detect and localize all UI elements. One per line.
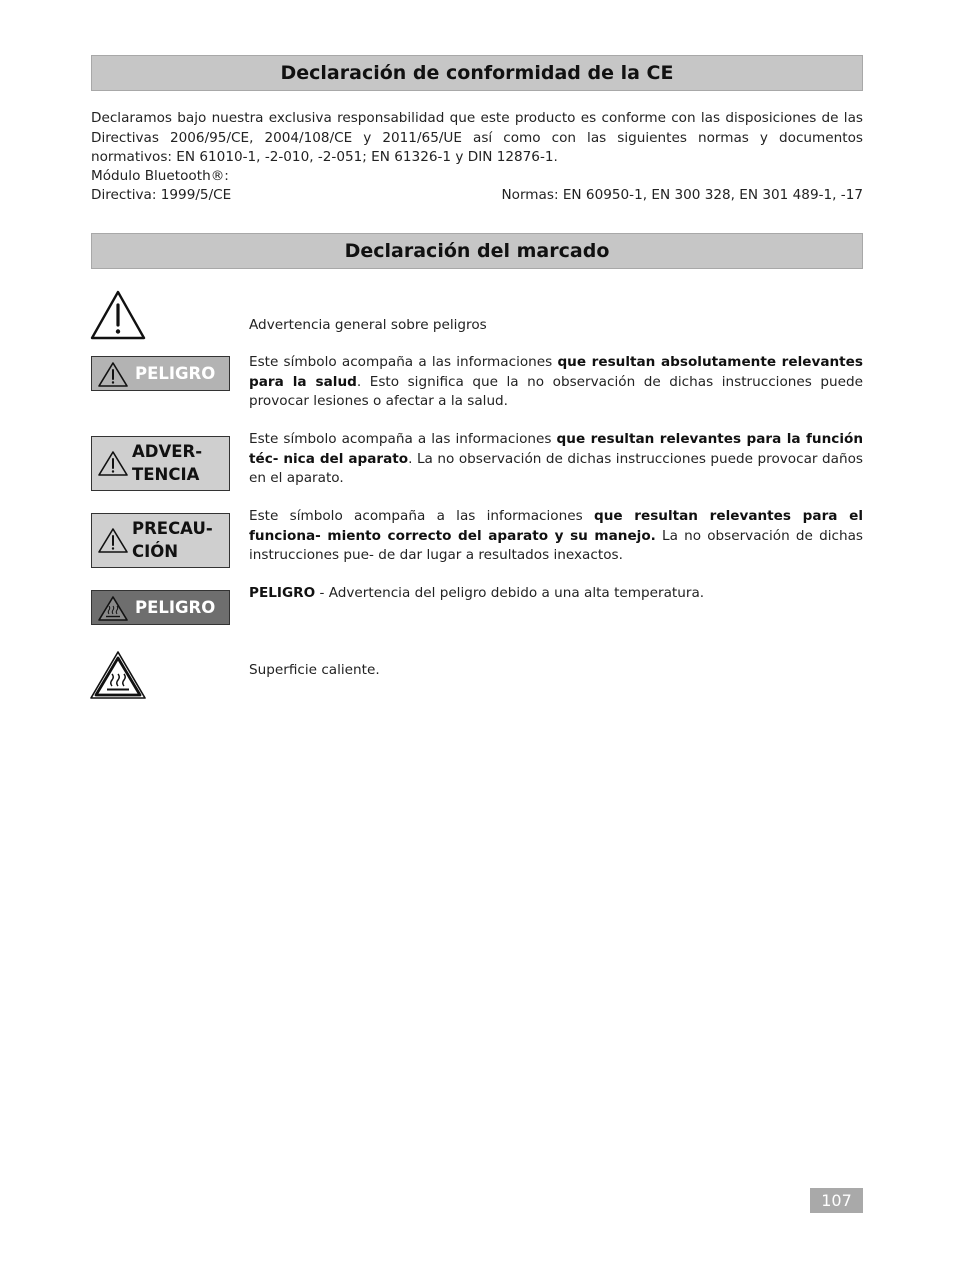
warning-description-lead: Este símbolo acompaña a las informaciones (249, 431, 557, 447)
hot-danger-description-bold: PELIGRO (249, 585, 316, 601)
warning-badge-line2: TENCIA (132, 465, 200, 484)
warning-badge-line1: ADVER- (132, 442, 203, 461)
danger-badge-label: PELIGRO (135, 364, 216, 383)
danger-description-bold: que resultan absolutamente relevantes para la salud (249, 354, 863, 390)
warning-triangle-icon (97, 527, 129, 554)
caution-description (249, 507, 863, 566)
directive-text: Directiva: 1999/5/CE (91, 187, 232, 203)
caution-badge (91, 513, 230, 568)
caution-badge-line1: PRECAU- (132, 519, 213, 538)
ce-declaration-paragraph: Declaramos bajo nuestra exclusiva responsabilidad que este producto es conforme con las disposiciones de las Directivas 2006/95/CE, 2004/108/CE y 2011/65/UE así como con las siguientes normas y documentos normativos: EN 61010-1, -2-010, -2-051; EN 61326-1 y DIN 12876-1. (91, 110, 863, 165)
caution-description-bold: que resultan relevantes para el funciona- miento correcto del aparato y su manejo. (249, 508, 864, 544)
directive-row (91, 186, 863, 206)
warning-description (249, 430, 863, 489)
hot-danger-description (249, 584, 863, 604)
warning-triangle-icon (97, 450, 129, 477)
hot-surface-icon (97, 595, 129, 622)
norms-text: Normas: EN 60950-1, EN 300 328, EN 301 489-1, -17 (501, 187, 863, 203)
danger-description (249, 353, 863, 412)
hot-surface-icon (89, 650, 147, 700)
section-title-marking: Declaración del marcado (91, 233, 863, 269)
warning-badge (91, 436, 230, 491)
caution-description-lead: Este símbolo acompaña a las informaciones (249, 508, 594, 524)
caution-badge-line2: CIÓN (132, 542, 179, 561)
hot-surface-text: Superficie caliente. (249, 662, 380, 678)
warning-description-tail: . La no observación de dichas instrucciones puede provocar daños en el aparato. (249, 450, 863, 486)
warning-triangle-icon (89, 289, 147, 341)
danger-description-tail: . Esto significa que la no observación de dichas instrucciones puede provocar lesiones o afectar a la salud. (249, 373, 863, 409)
caution-description-tail: La no observación de dichas instrucciones pue- de dar lugar a resultados inexactos. (249, 527, 863, 563)
page-number: 107 (810, 1188, 863, 1213)
bluetooth-module-label: Módulo Bluetooth®: (91, 168, 229, 184)
hot-danger-description-tail: - Advertencia del peligro debido a una alta temperatura. (315, 585, 705, 601)
hot-danger-badge (91, 590, 230, 625)
warning-triangle-icon (97, 361, 129, 388)
general-warning-text: Advertencia general sobre peligros (249, 317, 487, 333)
hot-danger-badge-label: PELIGRO (135, 598, 216, 617)
section-title-ce-conformity: Declaración de conformidad de la CE (91, 55, 863, 91)
danger-badge (91, 356, 230, 391)
warning-description-bold: que resultan relevantes para la función téc- nica del aparato (249, 431, 864, 467)
danger-description-lead: Este símbolo acompaña a las informaciones (249, 354, 558, 370)
